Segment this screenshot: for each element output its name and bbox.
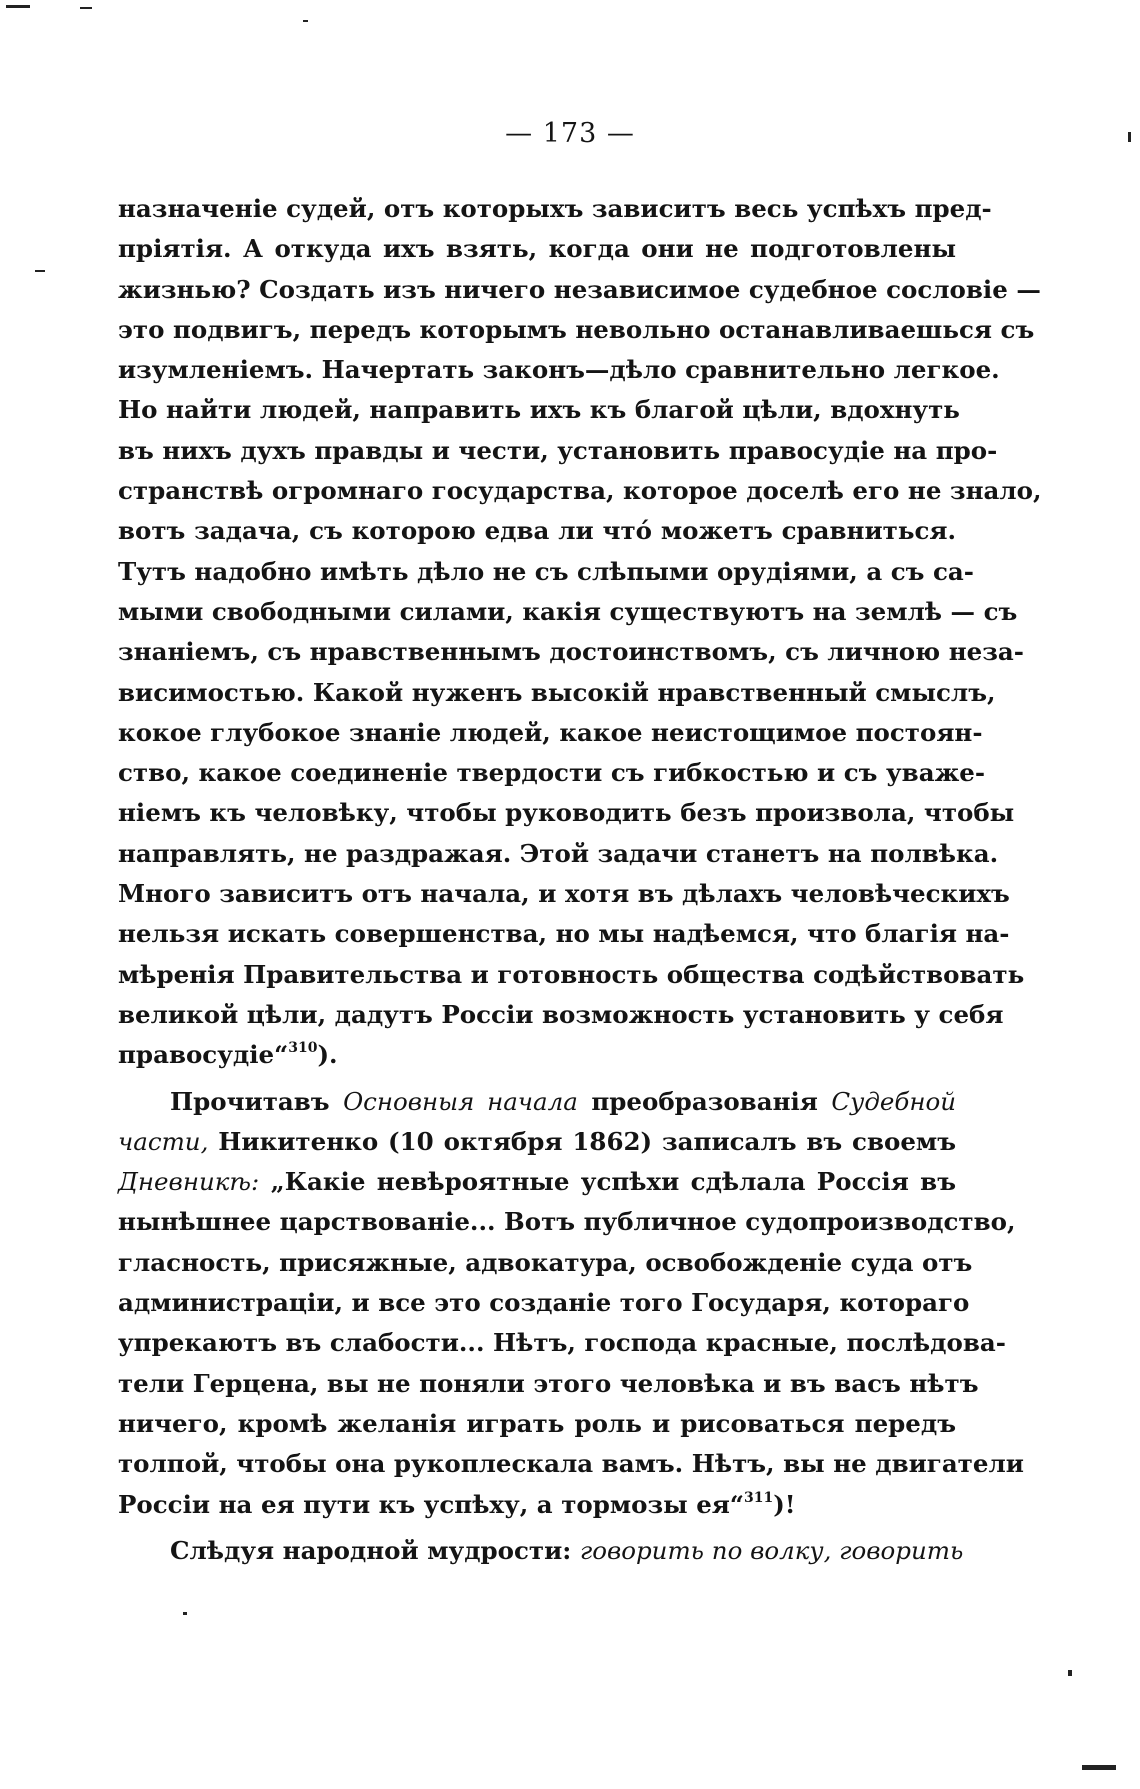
text-line: въ нихъ духъ правды и чести, установить правосудіе на про-: [118, 435, 998, 465]
text-line: вотъ задача, съ которою едва ли что́ можетъ сравниться.: [118, 516, 956, 546]
text-line: [118, 1082, 956, 1122]
scan-speck: [183, 1612, 187, 1615]
body-text: [118, 189, 1042, 1571]
text-line: ство, какое соединеніе твердости съ гибкостью и съ уваже-: [118, 758, 986, 788]
line-text: Никитенко (10 октября 1862) записалъ въ своемъ: [208, 1126, 956, 1156]
text-line: ніемъ къ человѣку, чтобы руководить безъ произвола, чтобы: [118, 798, 1015, 828]
text-line: [118, 1531, 964, 1571]
line-text: Прочитавъ: [170, 1086, 344, 1116]
line-tail: ).: [317, 1040, 338, 1070]
text-line: направлять, не раздражая. Этой задачи станетъ на полвѣка.: [118, 838, 999, 868]
text-line: гласность, присяжные, адвокатура, освобожденіе суда отъ: [118, 1247, 973, 1277]
text-line: Но найти людей, направить ихъ къ благой цѣли, вдохнуть: [118, 395, 960, 425]
paragraph-1: [118, 189, 1042, 1076]
text-line: [118, 1122, 956, 1162]
footnote-ref-311[interactable]: 311: [743, 1489, 774, 1506]
text-line: мѣренія Правительства и готовность общества содѣйствовать: [118, 959, 1025, 989]
italic-title: Основныя начала: [343, 1086, 578, 1116]
italic-title: Дневникѣ:: [118, 1167, 260, 1197]
line-text: Слѣдуя народной мудрости:: [170, 1535, 580, 1565]
text-line: великой цѣли, дадутъ Россіи возможность установить у себя: [118, 999, 1004, 1029]
scan-speck: [6, 5, 30, 8]
footnote-ref-310[interactable]: 310: [288, 1040, 318, 1057]
text-line: нельзя искать совершенства, но мы надѣемся, что благія на-: [118, 919, 1010, 949]
text-line: жизнью? Создать изъ ничего независимое судебное сословіе —: [118, 274, 1041, 304]
text-line: администраціи, и все это созданіе того Государя, котораго: [118, 1288, 970, 1318]
text-line: тели Герцена, вы не поняли этого человѣка и въ васъ нѣтъ: [118, 1368, 979, 1398]
paragraph-3: [118, 1531, 964, 1571]
line-text: Россіи на ея пути къ успѣху, а тормозы ея“: [118, 1489, 744, 1519]
text-line: висимостью. Какой нуженъ высокій нравственный смыслъ,: [118, 677, 996, 707]
text-line: странствѣ огромнаго государства, которое доселѣ его не знало,: [118, 476, 1042, 506]
line-tail: )!: [773, 1489, 796, 1519]
text-line: назначеніе судей, отъ которыхъ зависитъ весь успѣхъ пред-: [118, 194, 992, 223]
text-line: пріятія. А откуда ихъ взять, когда они не подготовлены: [118, 234, 956, 264]
line-text: преобразованія: [577, 1086, 832, 1116]
scan-speck: [1082, 1765, 1116, 1770]
text-line: мыми свободными силами, какія существуютъ на землѣ — съ: [118, 596, 1018, 626]
scan-speck: [303, 20, 308, 22]
text-line: знаніемъ, съ нравственнымъ достоинствомъ, съ личною неза-: [118, 637, 1024, 667]
text-line: Тутъ надобно имѣть дѣло не съ слѣпыми орудіями, а съ са-: [118, 556, 974, 586]
italic-title: части,: [118, 1126, 209, 1156]
text-line: Много зависитъ отъ начала, и хотя въ дѣлахъ человѣческихъ: [118, 879, 1010, 909]
page-number: — 173 —: [505, 118, 635, 149]
text-line: упрекаютъ въ слабости... Нѣтъ, господа красные, послѣдова-: [118, 1328, 1006, 1358]
text-line-last: [118, 1035, 956, 1075]
text-line: нынѣшнее царствованіе... Вотъ публичное судопроизводство,: [118, 1207, 1016, 1237]
text-line: ничего, кромѣ желанія играть роль и рисоваться передъ: [118, 1408, 956, 1438]
text-line: [118, 1162, 956, 1202]
paragraph-2: [118, 1082, 1024, 1525]
scan-speck: [1068, 1670, 1072, 1676]
scan-speck: [35, 270, 45, 272]
text-line: толпой, чтобы она рукоплескала вамъ. Нѣтъ, вы не двигатели: [118, 1449, 1024, 1479]
text-line: изумленіемъ. Начертать законъ—дѣло сравнительно легкое.: [118, 355, 1000, 385]
italic-quote: говорить по волку, говорить: [579, 1535, 964, 1565]
line-text: правосудіе“: [118, 1040, 289, 1070]
text-line-last: [118, 1485, 956, 1525]
scan-speck: [80, 7, 92, 9]
italic-title: Судебной: [831, 1086, 956, 1116]
line-text: „Какіе невѣроятные успѣхи сдѣлала Россія въ: [259, 1167, 956, 1197]
text-line: это подвигъ, передъ которымъ невольно останавливаешься съ: [118, 314, 1035, 344]
text-line: кокое глубокое знаніе людей, какое неистощимое постоян-: [118, 717, 983, 747]
